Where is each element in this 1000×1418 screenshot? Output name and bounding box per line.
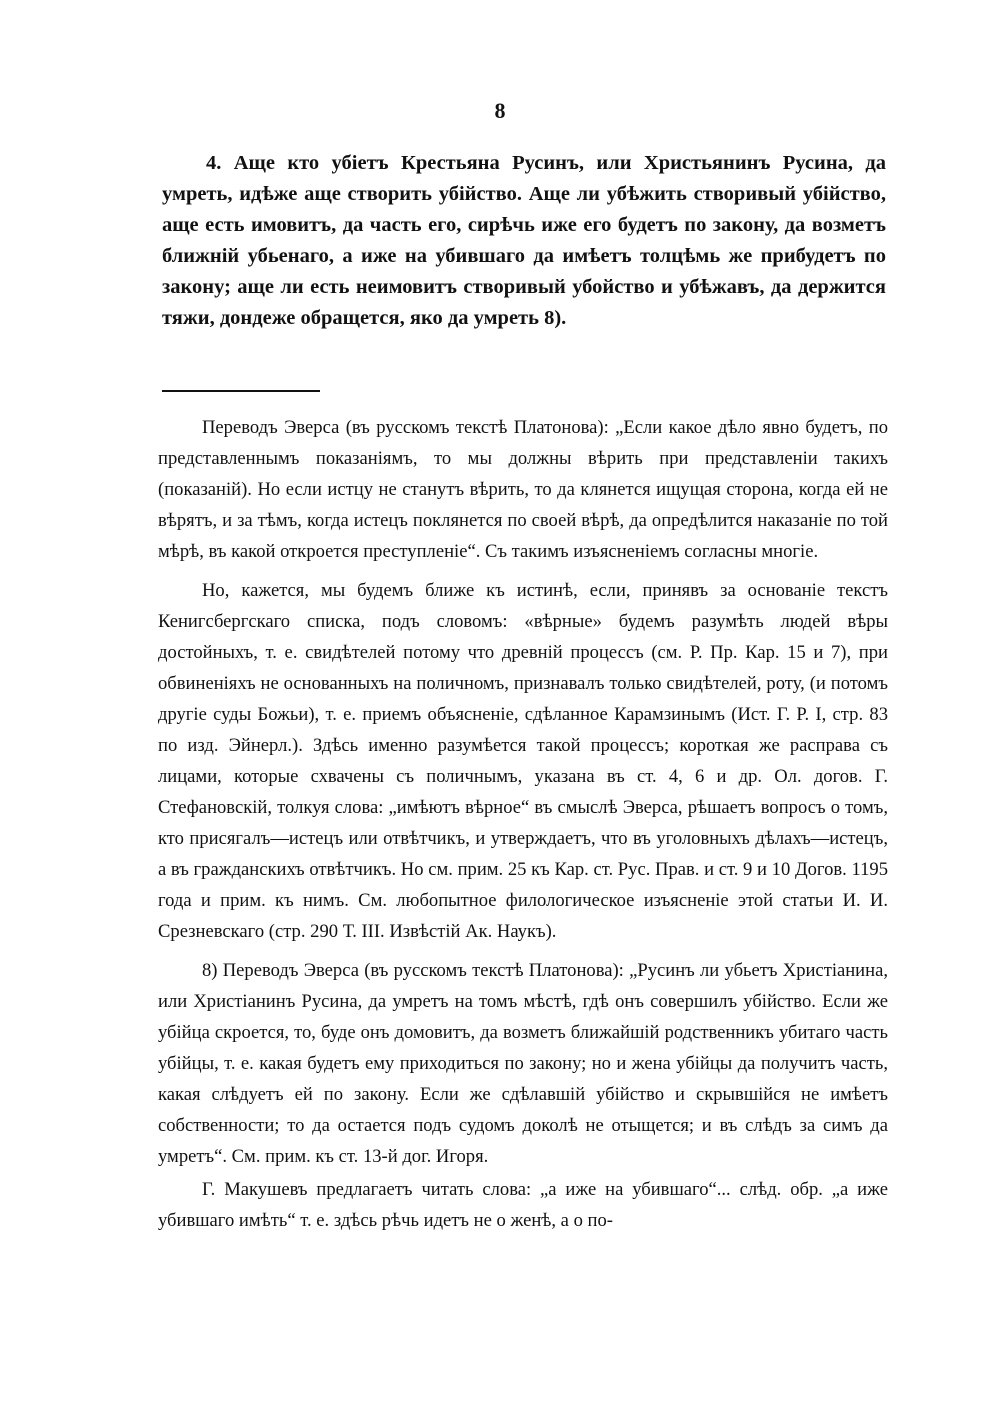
- footnote-paragraph: Г. Макушевъ предлагаетъ читать слова: „а иже на убившаго“... слѣд. обр. „а иже убившаго имѣть“ т. е. здѣсь рѣчь идетъ не о женѣ, а о по-: [158, 1179, 888, 1231]
- article-paragraph: 4. Аще кто убіетъ Крестьяна Русинъ, или Христьянинъ Русина, да умреть, идѣже аще створить убійство. Аще ли убѣжить створивый убійство, аще есть имовитъ, да часть его, сирѣчь иже его будетъ по закону, да возметъ ближній убьенаго, а иже на убившаго да имѣетъ толцѣмь же прибудетъ по закону; аще ли есть неимовитъ створивый убойство и убѣжавъ, да держится тяжи, дондеже обращется, яко да умреть 8).: [162, 152, 886, 329]
- footnote-paragraph: Но, кажется, мы будемъ ближе къ истинѣ, если, принявъ за основаніе текстъ Кенигсбергскаго списка, подъ словомъ: «вѣрные» будемъ разумѣть людей вѣры достойныхъ, т. е. свидѣтелей потому что древній процессъ (см. Р. Пр. Кар. 15 и 7), при обвиненіяхъ не основанныхъ на поличномъ, признавалъ только свидѣтелей, роту, (и потомъ другіе суды Божьи), т. е. приемъ объясненіе, сдѣланное Карамзинымъ (Ист. Г. Р. I, стр. 83 по изд. Эйнерл.). Здѣсь именно разумѣется такой процессъ; короткая же расправа съ лицами, которые схвачены съ поличнымъ, указана въ ст. 4, 6 и др. Ол. догов. Г. Стефановскій, толкуя слова: „имѣютъ вѣрное“ въ смыслѣ Эверса, рѣшаетъ вопросъ о томъ, кто присягалъ—истецъ или отвѣтчикъ, и утверждаетъ, что въ уголовныхъ дѣлахъ—истецъ, а въ гражданскихъ отвѣтчикъ. Но см. прим. 25 къ Кар. ст. Рус. Прав. и ст. 9 и 10 Догов. 1195 года и прим. къ нимъ. См. любопытное филологическое изъясненіе этой статьи И. И. Срезневскаго (стр. 290 Т. III. Извѣстій Ак. Наукъ).: [158, 580, 888, 942]
- footnote-paragraph: 8) Переводъ Эверса (въ русскомъ текстѣ Платонова): „Русинъ ли убьетъ Христіанина, или Христіанинъ Русина, да умретъ на томъ мѣстѣ, гдѣ онъ совершилъ убійство. Если же убійца скроется, то, буде онъ домовитъ, да возметъ ближайшій родственникъ убитаго часть убійцы, т. е. какая будетъ ему приходиться по закону; но и жена убійцы да получитъ часть, какая слѣдуетъ ей по закону. Если же сдѣлавшій убійство и скрывшійся не имѣетъ собственности; то да остается подъ судомъ доколѣ не отыщется; и въ слѣдъ за симъ да умретъ“. См. прим. къ ст. 13-й дог. Игоря.: [158, 960, 888, 1167]
- footnotes-section: [158, 412, 888, 1244]
- footnote-divider: [162, 390, 320, 392]
- footnote-paragraph: Переводъ Эверса (въ русскомъ текстѣ Платонова): „Если какое дѣло явно будетъ, по представленнымъ показаніямъ, то мы должны вѣрить при представленіи такихъ (показаній). Но если истцу не станутъ вѣрить, то да клянется ищущая сторона, когда ей не вѣрятъ, и за тѣмъ, когда истецъ поклянется по своей вѣрѣ, да опредѣлится наказаніе по той мѣрѣ, въ какой откроется преступленіе“. Съ такимъ изъясненіемъ согласны многіе.: [158, 417, 888, 562]
- page-number: 8: [494, 98, 506, 123]
